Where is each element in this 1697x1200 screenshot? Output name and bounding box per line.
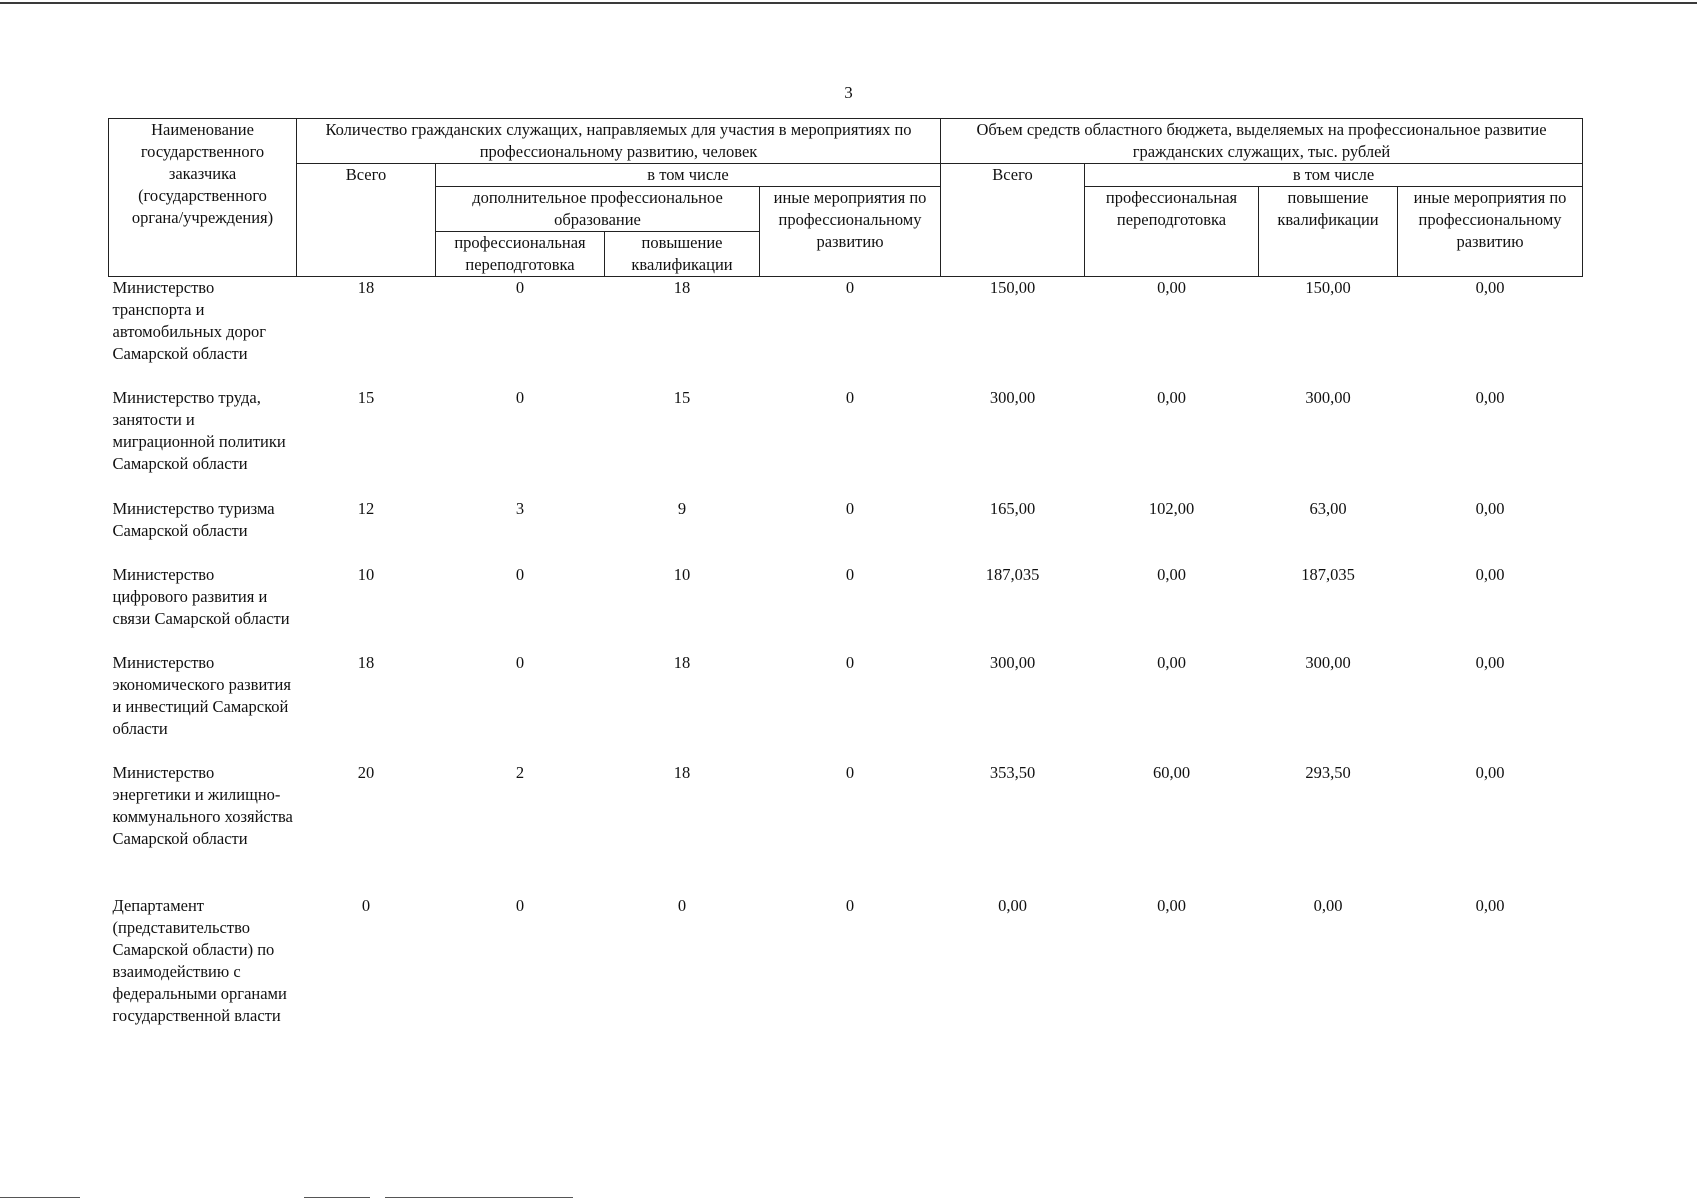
row-total: 18 <box>357 652 375 672</box>
row-name: Министерство транспорта и автомобильных дорог Самарской области <box>112 278 267 363</box>
row-budget-total: 165,00 <box>989 498 1036 518</box>
row-other: 0 <box>845 652 855 672</box>
row-qualification: 18 <box>673 652 691 672</box>
row-other: 0 <box>845 278 855 297</box>
scan-bottom-mark <box>0 1197 80 1198</box>
row-budget-other: 0,00 <box>1475 652 1505 672</box>
row-qualification: 18 <box>673 762 691 782</box>
row-name: Министерство туризма Самарской области <box>112 498 275 540</box>
row-total: 20 <box>357 762 375 782</box>
row-total: 10 <box>357 564 375 584</box>
row-budget-total: 0,00 <box>998 895 1027 915</box>
row-budget-retraining: 102,00 <box>1148 498 1195 518</box>
row-retraining: 0 <box>515 895 525 915</box>
row-budget-qualification: 293,50 <box>1305 762 1351 782</box>
header-count-group: Количество гражданских служащих, направляемых для участия в мероприятиях по профессиональному развитию, человек <box>297 119 941 164</box>
row-budget-qualification: 0,00 <box>1313 895 1343 915</box>
row-retraining: 0 <box>515 564 525 584</box>
row-budget-retraining: 60,00 <box>1152 762 1191 782</box>
row-other: 0 <box>845 498 855 518</box>
header-count-other: иные мероприятия по профессиональному развитию <box>760 187 941 277</box>
row-qualification: 9 <box>677 498 687 518</box>
row-budget-retraining: 0,00 <box>1157 564 1186 584</box>
header-budget-group: Объем средств областного бюджета, выделяемых на профессиональное развитие гражданских служащих, тыс. рублей <box>941 119 1583 164</box>
row-budget-total: 300,00 <box>989 652 1036 672</box>
table-row <box>109 652 1583 762</box>
row-other: 0 <box>845 895 855 915</box>
row-budget-other: 0,00 <box>1475 895 1505 915</box>
row-budget-qualification: 150,00 <box>1305 278 1351 297</box>
row-budget-qualification: 300,00 <box>1305 652 1351 672</box>
header-count-retraining: профессиональная переподготовка <box>436 232 605 277</box>
row-other: 0 <box>845 762 855 782</box>
table-row <box>109 762 1583 895</box>
row-retraining: 0 <box>515 387 525 407</box>
header-budget-retraining: профессиональная переподготовка <box>1085 187 1259 277</box>
report-sheet <box>108 118 1583 1071</box>
row-name: Министерство труда, занятости и миграционной политики Самарской области <box>112 387 286 473</box>
row-name: Министерство цифрового развития и связи Самарской области <box>112 564 290 628</box>
row-retraining: 0 <box>515 652 525 672</box>
row-qualification: 0 <box>677 895 687 915</box>
row-budget-retraining: 0,00 <box>1157 895 1186 915</box>
table-row <box>109 387 1583 498</box>
row-budget-qualification: 63,00 <box>1309 498 1347 518</box>
row-budget-retraining: 0,00 <box>1157 652 1186 672</box>
row-budget-total: 353,50 <box>989 762 1036 782</box>
scan-edge-line <box>0 2 1697 4</box>
row-other: 0 <box>845 387 855 407</box>
row-budget-other: 0,00 <box>1475 278 1505 297</box>
row-budget-total: 187,035 <box>985 564 1040 584</box>
header-count-total: Всего <box>297 164 436 277</box>
row-total: 12 <box>357 498 375 518</box>
header-dpo: дополнительное профессиональное образование <box>436 187 760 232</box>
row-total: 0 <box>361 895 371 915</box>
header-count-qualification: повышение квалификации <box>605 232 760 277</box>
scan-bottom-mark <box>385 1197 573 1198</box>
row-qualification: 10 <box>673 564 691 584</box>
page-number: 3 <box>844 83 853 102</box>
header-budget-including: в том числе <box>1085 164 1583 187</box>
table-row <box>109 498 1583 564</box>
row-budget-other: 0,00 <box>1475 498 1505 518</box>
header-count-including: в том числе <box>436 164 941 187</box>
row-budget-retraining: 0,00 <box>1157 387 1186 407</box>
row-budget-retraining: 0,00 <box>1157 278 1186 297</box>
row-retraining: 0 <box>515 278 525 297</box>
row-budget-other: 0,00 <box>1475 762 1505 782</box>
row-retraining: 3 <box>515 498 525 518</box>
row-retraining: 2 <box>515 762 525 782</box>
table-row <box>109 277 1583 387</box>
table-body <box>109 277 1583 1071</box>
header-budget-other: иные мероприятия по профессиональному развитию <box>1398 187 1583 277</box>
header-budget-qualification: повышение квалификации <box>1259 187 1398 277</box>
table-row <box>109 564 1583 652</box>
table-row <box>109 895 1583 1071</box>
row-budget-total: 300,00 <box>989 387 1036 407</box>
row-budget-qualification: 187,035 <box>1301 564 1355 584</box>
row-total: 15 <box>357 387 375 407</box>
training-table <box>108 118 1583 1071</box>
row-budget-qualification: 300,00 <box>1305 387 1351 407</box>
row-other: 0 <box>845 564 855 584</box>
table-header <box>109 119 1583 277</box>
row-total: 18 <box>357 278 375 297</box>
row-name: Министерство экономического развития и инвестиций Самарской области <box>112 652 291 738</box>
row-name: Департамент (представительство Самарской области) по взаимодействию с федеральными органами государственной власти <box>112 895 287 1025</box>
row-name: Министерство энергетики и жилищно-коммунального хозяйства Самарской области <box>112 762 293 848</box>
scan-bottom-mark <box>304 1197 370 1198</box>
header-budget-total: Всего <box>941 164 1085 277</box>
row-qualification: 15 <box>673 387 691 407</box>
row-budget-other: 0,00 <box>1475 564 1505 584</box>
row-budget-total: 150,00 <box>989 278 1036 297</box>
row-budget-other: 0,00 <box>1475 387 1505 407</box>
row-qualification: 18 <box>673 278 691 297</box>
header-name: Наименование государственного заказчика (государственного органа/учреждения) <box>109 119 297 277</box>
